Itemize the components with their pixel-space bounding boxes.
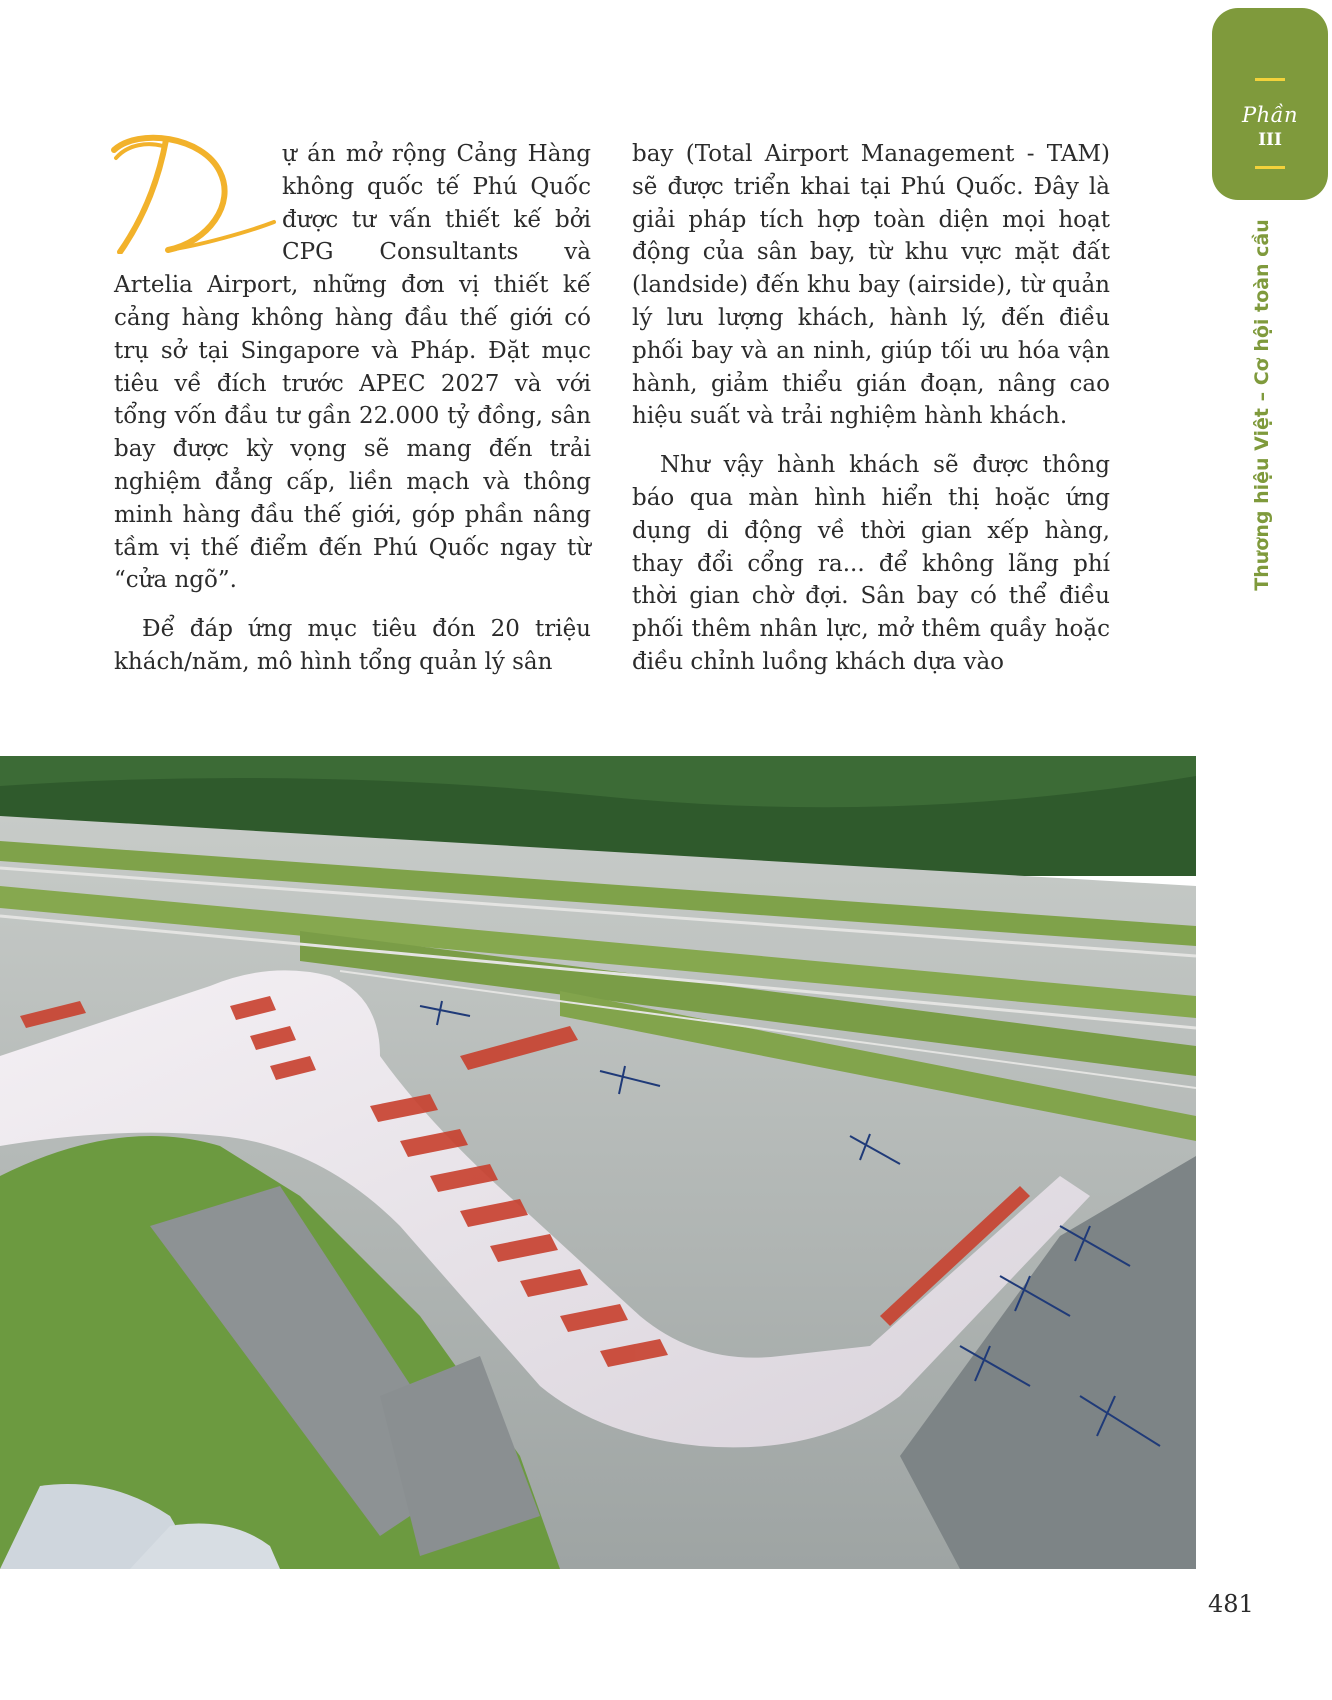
tab-accent-line-top bbox=[1255, 78, 1285, 81]
paragraph-1-text: ự án mở rộng Cảng Hàng không quốc tế Phú Quốc được tư vấn thiết kế bởi CPG Consultants và Artelia Airport, những đơn vị thiết kế cảng hàng không hàng đầu thế giới có trụ sở tại Singapore và Pháp. Đặt mục tiêu về đích trước APEC 2027 và với tổng vốn đầu tư gần 22.000 tỷ đồng, sân bay được kỳ vọng sẽ mang đến trải nghiệm đẳng cấp, liền mạch và thông minh hàng đầu thế giới, góp phần nâng tầm vị thế điểm đến Phú Quốc ngay từ “cửa ngõ”. bbox=[114, 141, 591, 594]
airport-rendering-image bbox=[0, 756, 1196, 1569]
tab-accent-line-bottom bbox=[1255, 166, 1285, 169]
part-tab bbox=[1212, 8, 1328, 200]
part-label: Phần bbox=[1241, 103, 1299, 127]
article-paragraph bbox=[108, 132, 591, 597]
part-number: III bbox=[1258, 130, 1282, 150]
article-column-1 bbox=[108, 132, 591, 679]
page-number: 481 bbox=[1208, 1590, 1254, 1618]
section-title-vertical bbox=[1250, 219, 1274, 591]
article-paragraph: Như vậy hành khách sẽ được thông báo qua màn hình hiển thị hoặc ứng dụng di động về thời gian xếp hàng, thay đổi cổng ra... để không lãng phí thời gian chờ đợi. Sân bay có thể điều phối thêm nhân lực, mở thêm quầy hoặc điều chỉnh luồng khách dựa vào bbox=[632, 452, 1110, 675]
drop-cap-letter bbox=[108, 132, 282, 254]
drop-cap-text: D bbox=[108, 132, 109, 133]
section-title-text: Thương hiệu Việt – Cơ hội toàn cầu bbox=[1251, 219, 1273, 591]
article-paragraph: Để đáp ứng mục tiêu đón 20 triệu khách/năm, mô hình tổng quản lý sân bbox=[114, 616, 591, 675]
article-paragraph: bay (Total Airport Management - TAM) sẽ được triển khai tại Phú Quốc. Đây là giải pháp tích hợp toàn diện mọi hoạt động của sân bay, từ khu vực mặt đất (landside) đến khu bay (airside), từ quản lý lưu lượng khách, hành lý, đến điều phối bay và an ninh, giúp tối ưu hóa vận hành, giảm thiểu gián đoạn, nâng cao hiệu suất và trải nghiệm hành khách. bbox=[632, 141, 1110, 430]
article-column-2 bbox=[632, 138, 1110, 679]
